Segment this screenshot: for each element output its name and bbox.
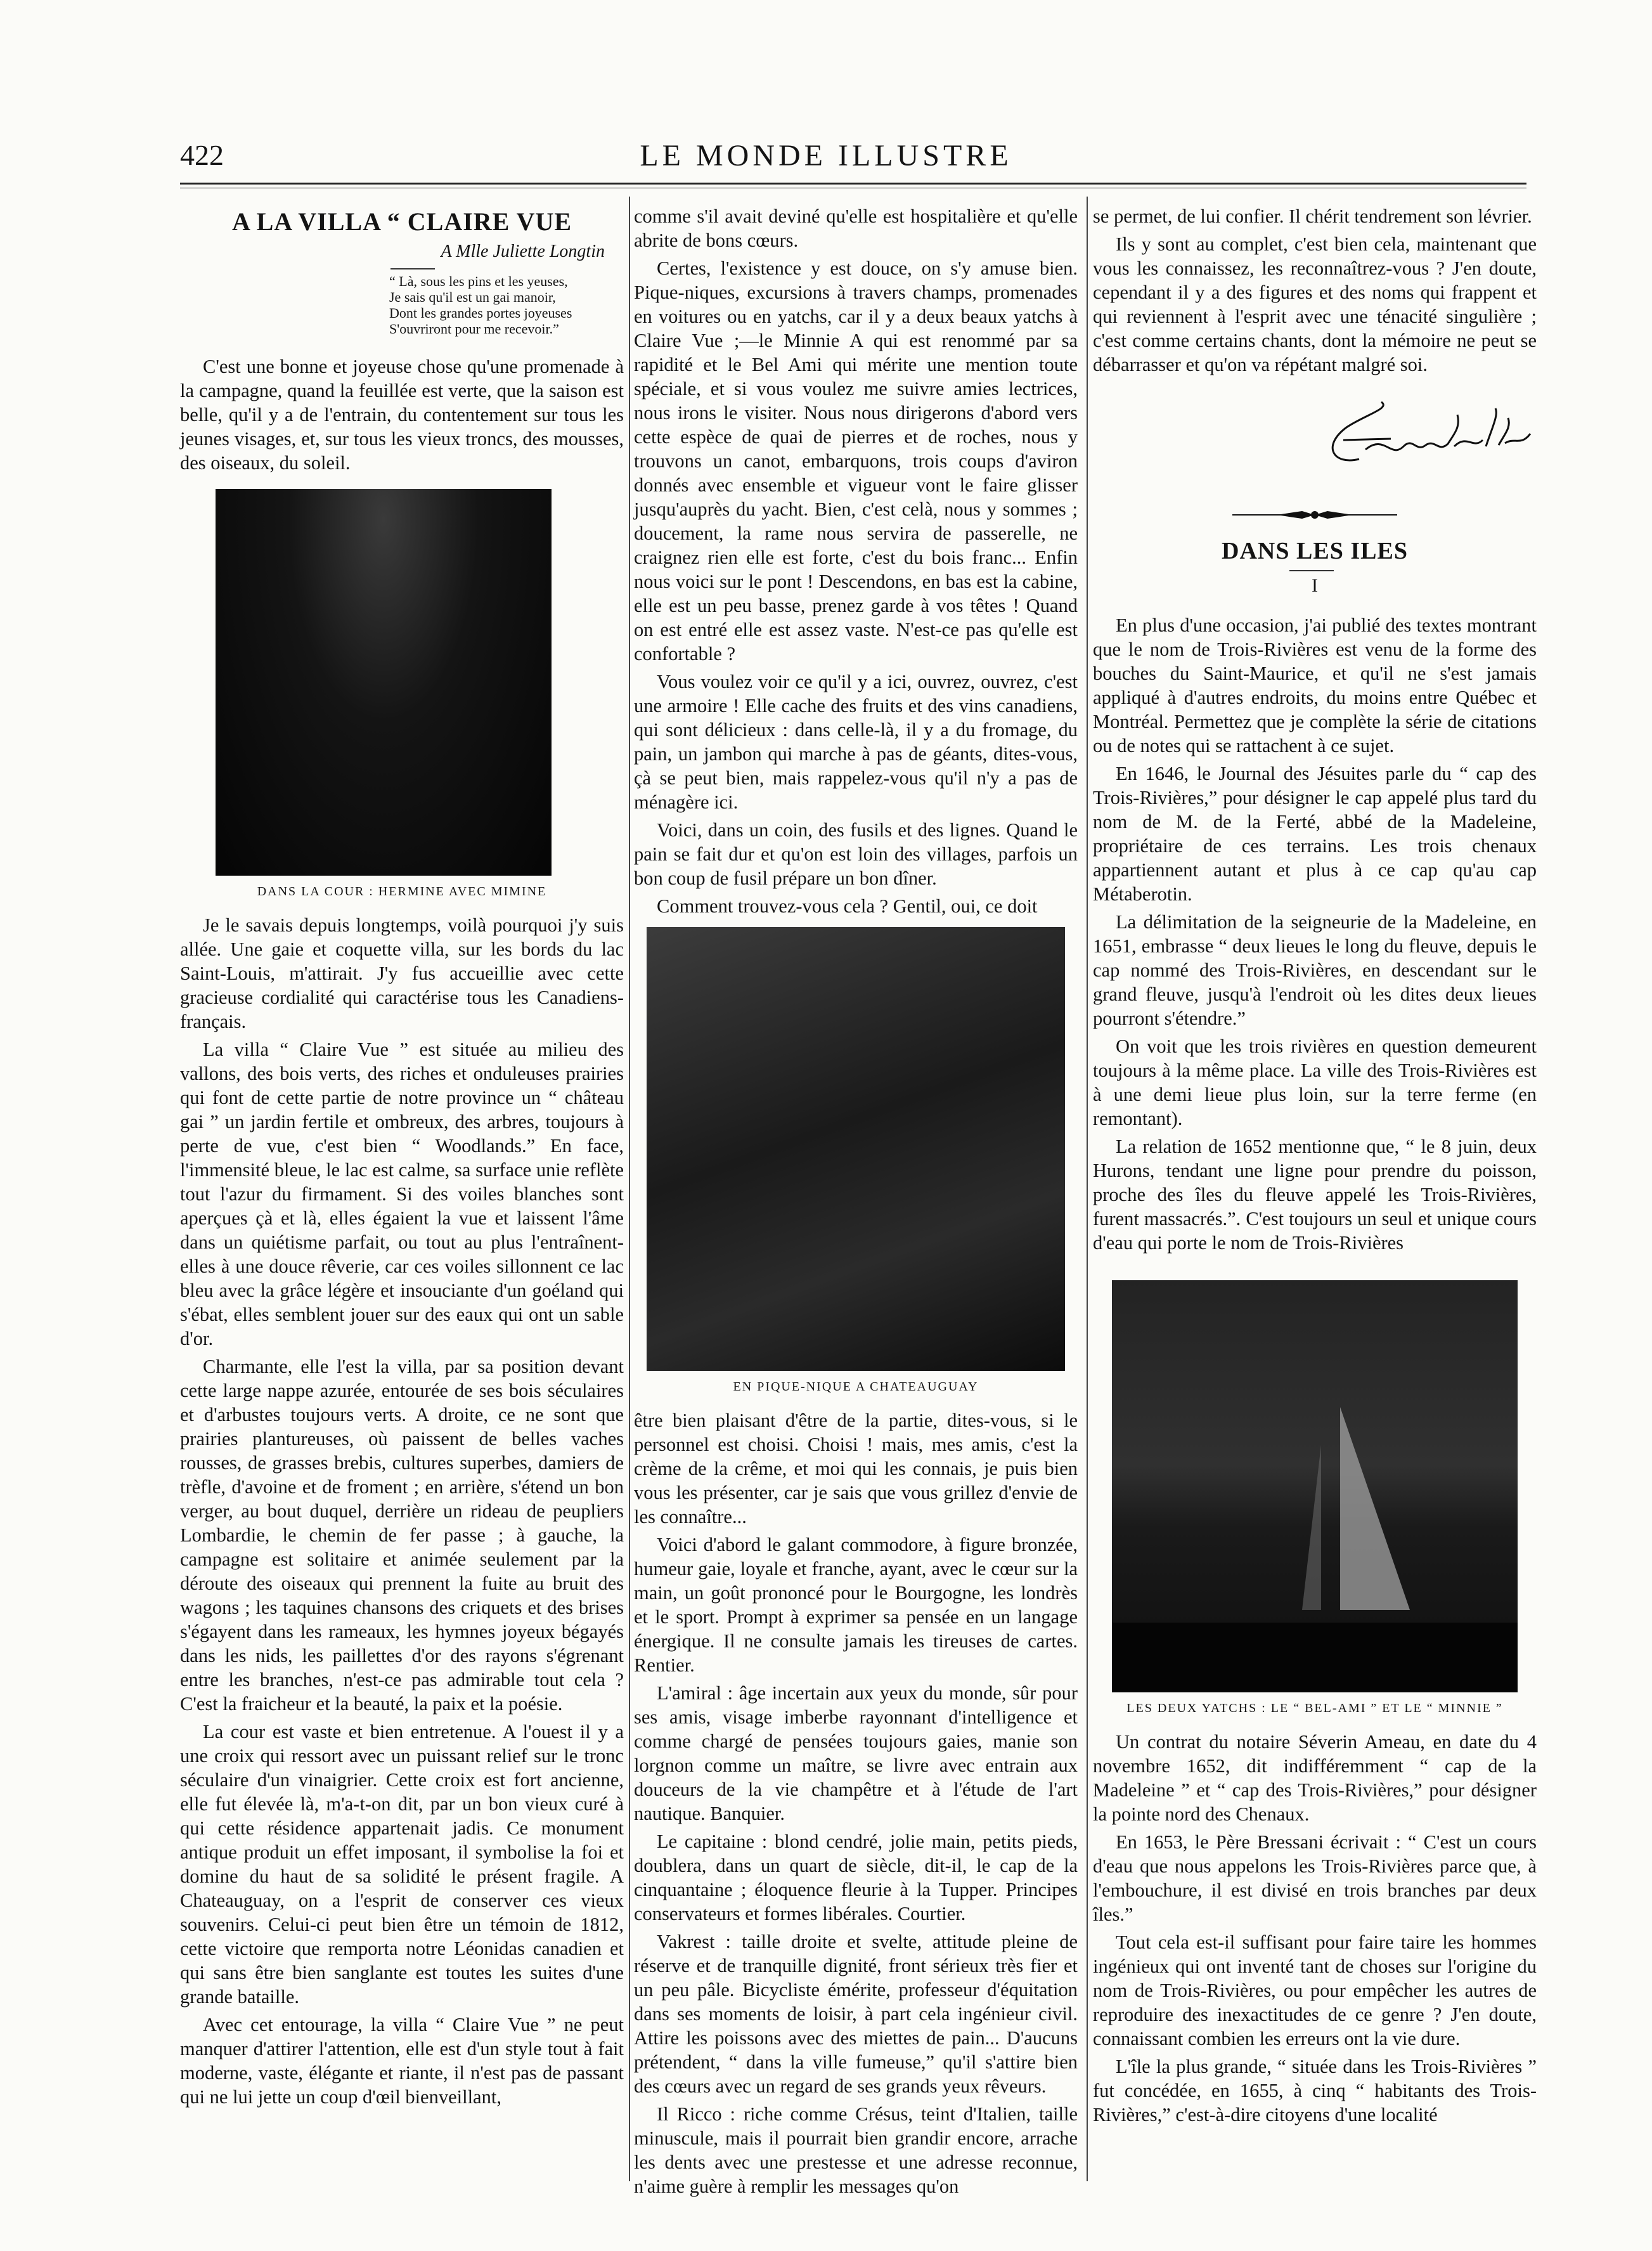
photo-caption: LES DEUX YATCHS : LE “ BEL-AMI ” ET LE “ MINNIE ” [1126, 1701, 1503, 1715]
photo-picnic [647, 927, 1065, 1371]
paragraph: L'amiral : âge incertain aux yeux du monde, sûr pour ses amis, visage imberbe rayonnant d'intelligence et comme chargé de pensées toujours gaies, manie son lorgnon comme un maître, se livre avec entrain aux douceurs de la vie champêtre et à l'étude de l'art nautique. Banquier. [634, 1682, 1078, 1824]
dedication: A Mlle Juliette Longtin [441, 242, 605, 261]
photo-caption: EN PIQUE-NIQUE A CHATEAUGUAY [733, 1380, 979, 1394]
header-rule [180, 183, 1526, 185]
photo-caption: DANS LA COUR : HERMINE AVEC MIMINE [257, 885, 547, 898]
paragraph: Vakrest : taille droite et svelte, attitude pleine de réserve et de tranquille dignité, front sérieux très fier et un peu pâle. Bicycliste émérite, professeur d'équitation dans ses moments de loisir, à part cela ingénieur civil. Attire les poissons avec des miettes de pain... D'aucuns prétendent, “ dans la ville fumeuse,” qu'il s'attire bien des cœurs avec un regard de ses grands yeux rêveurs. [634, 1931, 1078, 2097]
paragraph: C'est une bonne et joyeuse chose qu'une promenade à la campagne, quand la feuillée est verte, que la saison est belle, qu'il y a de l'entrain, du contentement sur tous les jeunes visages, et, sur tous les vieux troncs, des mousses, des oiseaux, du soleil. [180, 356, 624, 474]
epigraph [389, 273, 624, 337]
paragraph: En 1646, le Journal des Jésuites parle du “ cap des Trois-Rivières,” pour désigner le cap appelé plus tard du nom de M. de la Ferté, abbé de la Madeleine, propriétaire de ces terrains. Les trois chenaux appartiennent autant et plus à ce cap qu'au cap Métaberotin. [1093, 763, 1537, 905]
paragraph: L'île la plus grande, “ située dans les Trois-Rivières ” fut concédée, en 1655, à cinq “ habitants des Trois-Rivières,” c'est-à-dire citoyens d'une localité [1093, 2056, 1537, 2125]
short-rule [390, 268, 435, 269]
paragraph: Le capitaine : blond cendré, jolie main, petits pieds, doublera, dans un quart de siècle, dit-il, le cap de la cinquantaine ; éloquence fleurie à la Tupper. Principes conservateurs et formes libérales. Courtier. [634, 1831, 1078, 1924]
paragraph: En 1653, le Père Bressani écrivait : “ C'est un cours d'eau que nous appelons les Trois-Rivières parce que, à l'embouchure, il est divisé en trois branches par deux îles.” [1093, 1831, 1537, 1925]
ornament-divider [1093, 509, 1537, 524]
journal-title: LE MONDE ILLUSTRE [640, 139, 1012, 172]
paragraph: être bien plaisant d'être de la partie, dites-vous, si le personnel est choisi. Choisi ! mais, mes amis, c'est la crème de la crême, et moi qui les connais, je puis bien vous les présenter, car je sais que vous grillez d'envie de les connaître... [634, 1410, 1078, 1528]
paragraph: se permet, de lui confier. Il chérit tendrement son lévrier. [1093, 205, 1532, 227]
column-divider [629, 197, 630, 2181]
column-1 [180, 204, 624, 2113]
paragraph: La relation de 1652 mentionne que, “ le 8 juin, deux Hurons, tendant une ligne pour prendre du poisson, proche des îles du fleuve appelé les Trois-Rivières, furent massacrés.”. C'est toujours un seul et unique cours d'eau qui porte le nom de Trois-Rivières [1093, 1136, 1537, 1254]
paragraph: Ils y sont au complet, c'est bien cela, maintenant que vous les connaissez, les reconnaîtrez-vous ? J'en doute, cependant il y a des figures et des noms qui frappent et qui reviennent à l'esprit avec une ténacité singulière ; c'est comme certains chants, dont la mémoire ne peut se débarrasser et qu'on va répétant malgré soi. [1093, 233, 1537, 375]
paragraph: La délimitation de la seigneurie de la Madeleine, en 1651, embrasse “ deux lieues le long du fleuve, depuis le cap nommé des Trois-Rivières, en descendant sur le grand fleuve, jusqu'à l'endroit où les dites deux lieues pourront s'étendre.” [1093, 911, 1537, 1029]
paragraph: Il Ricco : riche comme Crésus, teint d'Italien, taille minuscule, mais il pourrait bien grandir encore, arrache les dents avec une prestesse et une adresse reconnue, n'aime guère à remplir les messages qu'on [634, 2103, 1078, 2197]
paragraph: En plus d'une occasion, j'ai publié des textes montrant que le nom de Trois-Rivières est venu de la forme des bouches du Saint-Maurice, et qu'il ne s'est jamais appliqué à d'autres endroits, du moins entre Québec et Montréal. Permettez que je complète la série de citations ou de notes qui se rattachent à ce sujet. [1093, 614, 1537, 756]
paragraph: Voici, dans un coin, des fusils et des lignes. Quand le pain se fait dur et qu'on est loin des villages, parfois un bon coup de fusil prépare un bon dîner. [634, 819, 1078, 889]
paragraph: Je le savais depuis longtemps, voilà pourquoi j'y suis allée. Une gaie et coquette villa, sur les bords du lac Saint-Louis, m'attirait. J'y fus accueillie avec cette gracieuse cordialité qui caractérise tous les Canadiens-français. [180, 914, 624, 1032]
paragraph: Tout cela est-il suffisant pour faire taire les hommes ingénieux qui ont inventé tant de choses sur l'origine du nom de Trois-Rivières, ou pour empêcher les autres de reproduire des inexactitudes de ce genre ? J'en doute, connaissant combien les erreurs ont la vie dure. [1093, 1931, 1537, 2049]
column-divider [1087, 197, 1088, 2181]
column-2 [634, 204, 1078, 2202]
paragraph: Charmante, elle l'est la villa, par sa position devant cette large nappe azurée, entourée de ses bois séculaires et d'arbustes toujours verts. A droite, ce ne sont que prairies plantureuses, où paissent de belles vaches rousses, de grasses brebis, cultures superbes, damiers de trèfle, d'avoine et de froment ; en arrière, s'étend un bon verger, au bout duquel, derrière un rideau de peupliers Lombardie, le chemin de fer passe ; à gauche, la campagne est solitaire et animée seulement par la déroute des oiseaux qui prennent la fuite au bruit des wagons ; les taquines chansons des criquets et des brises s'égayent dans les rameaux, les hymnes joyeux bégayés dans les nids, les paillettes d'or des rayons s'égrenant entre les branches, n'est-ce pas admirable tout cela ? C'est la fraicheur et la beauté, la paix et la poésie. [180, 1356, 624, 1715]
paragraph: comme s'il avait deviné qu'elle est hospitalière et qu'elle abrite de bons cœurs. [634, 205, 1078, 251]
column-3 [1093, 204, 1537, 2131]
page-number: 422 [180, 139, 224, 171]
signature [1093, 389, 1537, 491]
paragraph: Vous voulez voir ce qu'il y a ici, ouvrez, ouvrez, c'est une armoire ! Elle cache des fruits et des vins canadiens, qui sont délicieux : dans celle-là, il y a du fromage, du pain, un jambon qui marche à pas de géants, dites-vous, çà se peut bien, mais rappelez-vous qu'il n'y a pas de ménagère ici. [634, 671, 1078, 813]
epigraph-line: Je sais qu'il est un gai manoir, [389, 289, 556, 305]
paragraph: Certes, l'existence y est douce, on s'y amuse bien. Pique-niques, excursions à travers champs, promenades en voitures ou en yatchs, car il y a deux beaux yatchs à Claire Vue ;—le Minnie A qui est renommé par sa rapidité et le Bel Ami qui mérite une mention toute spéciale, et si vous voulez me suivre amies lectrices, nous irons le visiter. Nous nous dirigerons d'abord vers cette espèce de quai de pierres et de roches, nous y trouvons un canot, embarquons, trois coups d'aviron donnés avec ensemble et vigueur vont le faire glisser jusqu'auprès du yacht. Bien, c'est celà, nous y sommes ; doucement, la rame nous servira de passerelle, ne craignez rien elle est forte, c'est du bois franc... Enfin nous voici sur le pont ! Descendons, en bas est la cabine, elle est un peu basse, prenez garde à vos têtes ! Quand on est entré elle est assez vaste. N'est-ce pas qu'elle est confortable ? [634, 257, 1078, 665]
paragraph: Avec cet entourage, la villa “ Claire Vue ” ne peut manquer d'attirer l'attention, elle est d'un style tout à fait moderne, vaste, élégante et riante, il n'est pas de passant qui ne lui jette un coup d'œil bienveillant, [180, 2014, 624, 2108]
short-rule [1289, 570, 1334, 571]
article-title: DANS LES ILES [1222, 538, 1408, 564]
photo-yachts [1112, 1280, 1518, 1692]
paragraph: La cour est vaste et bien entretenue. A l'ouest il y a une croix qui ressort avec un puissant relief sur le tronc séculaire d'un vinaigrier. Cette croix est fort ancienne, elle fut élevée là, m'a-t-on dit, par un bon vieux curé à qui cette résidence appartenait jadis. Ce monument antique produit un effet imposant, il symbolise la foi et domine du haut de sa solidité le présent fragile. A Chateauguay, on a l'esprit de conserver ces vieux souvenirs. Celui-ci peut bien être un témoin de 1812, cette victoire que remporta notre Léonidas canadien et qui sans être bien sanglante est toutes les suites d'une grande bataille. [180, 1721, 624, 2008]
paragraph: Voici d'abord le galant commodore, à figure bronzée, humeur gaie, loyale et franche, ayant, avec le cœur sur la main, un goût prononcé pour le Bourgogne, les londrès et le sport. Prompt à exprimer sa pensée en un langage énergique. Il ne consulte jamais les tireuses de cartes. Rentier. [634, 1534, 1078, 1676]
article-title: A LA VILLA “ CLAIRE VUE [231, 207, 572, 236]
section-number: I [1312, 575, 1318, 596]
photo-courtyard [216, 489, 552, 876]
paragraph: La villa “ Claire Vue ” est située au milieu des vallons, des bois verts, des riches et onduleuses prairies qui font de cette partie de notre province un “ château gai ” un jardin fertile et ombreux, des arbres, toujours à perte de vue, c'est bien “ Woodlands.” En face, l'immensité bleue, le lac est calme, sa surface unie reflète tout l'azur du firmament. Si des voiles blanches sont aperçues çà et là, elles égaient la vue et laissent l'âme dans un quiétisme parfait, ou tout au plus l'entraînent-elles à une douce rêverie, car ces voiles sillonnent ce lac bleu avec la grâce légère et insouciante d'un goéland qui s'ébat, elles semblent jouer sur des eaux qui ont un sable d'or. [180, 1039, 624, 1349]
paragraph: Un contrat du notaire Séverin Ameau, en date du 4 novembre 1652, dit indifféremment “ cap de la Madeleine ” et “ cap des Trois-Rivières,” pour désigner la pointe nord des Chenaux. [1093, 1731, 1537, 1825]
paragraph: On voit que les trois rivières en question demeurent toujours à la même place. La ville des Trois-Rivières est à une demi lieue plus loin, sur la terre ferme (en remontant). [1093, 1035, 1537, 1129]
epigraph-line: Dont les grandes portes joyeuses [389, 305, 572, 321]
paragraph: Comment trouvez-vous cela ? Gentil, oui, ce doit [657, 895, 1038, 917]
epigraph-line: S'ouvriront pour me recevoir.” [389, 321, 559, 337]
epigraph-line: “ Là, sous les pins et les yeuses, [389, 273, 568, 289]
